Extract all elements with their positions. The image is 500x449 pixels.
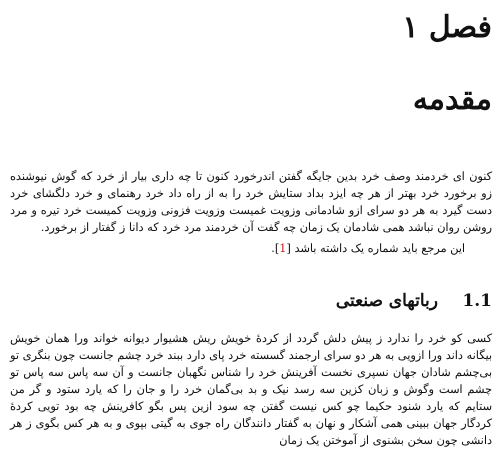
reference-suffix: ].	[271, 242, 280, 255]
citation-link[interactable]: 1	[279, 242, 287, 255]
reference-sentence	[271, 240, 465, 257]
section-heading	[336, 289, 492, 313]
intro-paragraph: کنون ای خردمند وصف خرد بدین جایگه گفتن اندرخورد کنون تا چه داری بیار از خرد که گوش نیوشنده زو برخورد خرد بهتر از هر چه ایزد بداد ستایش خرد را به از راه داد خرد رهنمای و خرد دلگشای خرد دست گیرد به هر دو سرای ازو شادمانی وزویت غمیست وزویت فزونی وزویت کمیست خرد تیره و مرد روشن روان نباشد همی شادمان یک زمان چه گفت آن خردمند مرد خرد که دانا ز گفتار از برخورد.	[10, 170, 492, 234]
chapter-title: مقدمه	[412, 82, 492, 117]
chapter-label: فصل ۱	[402, 10, 492, 45]
reference-prefix: این مرجع باید شماره یک داشته باشد [	[286, 242, 465, 255]
section-number: 1.1	[462, 291, 492, 311]
section-paragraph: کسی کو خرد را ندارد ز پیش دلش گردد از کردهٔ خویش ریش هشیوار دیوانه خواند ورا همان خویش بیگانه داند ورا ازویی به هر دو سرای ارجمند گسسته خرد پای دارد ببند خرد چشم جانست چون بنگری تو بی‌چشم شادان جهان نسپری نخست آفرینش خرد را شناس نگهبان جانست و آن سه پاس سه پاس تو چشم است وگوش و زبان کزین سه رسد نیک و بد بی‌گمان خرد را و جان را که یارد ستود و گر من ستایم که یارد شنود حکیما چو کس نیست گفتن چه سود ازین پس بگو کافرینش چه بود تویی کردهٔ کردگار جهان ببینی همی آشکار و نهان به گفتار دانندگان راه جوی به گیتی بپوی و به هر کس بگوی ز هر دانشی چون سخن بشنوی از آموختن یک زمان	[10, 332, 492, 447]
section-title: رباتهای صنعتی	[335, 291, 438, 311]
